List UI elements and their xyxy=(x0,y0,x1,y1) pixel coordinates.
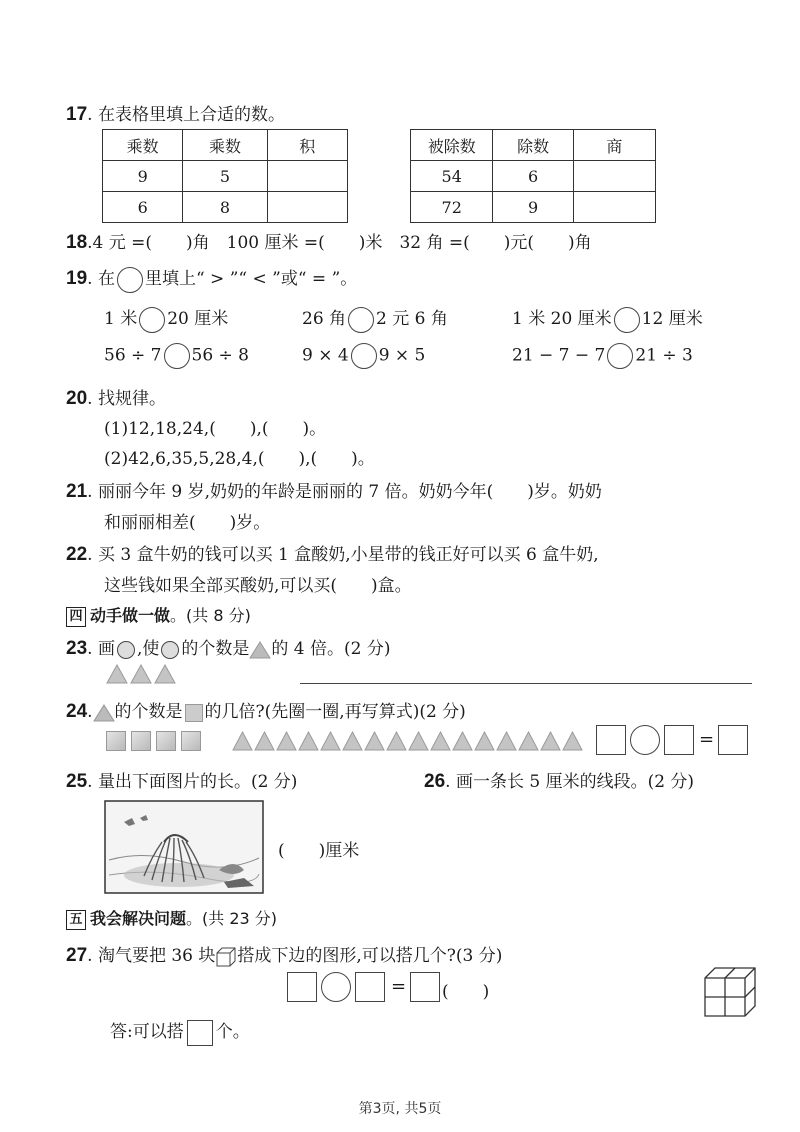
page-footer: 第3页, 共5页 xyxy=(358,1101,442,1117)
q22-line-2: 这些钱如果全部买酸奶,可以买( )盒。 xyxy=(104,576,412,596)
table-header: 除数 xyxy=(493,130,573,161)
table-header: 乘数 xyxy=(103,130,183,161)
compare-item: 1 米 20 厘米 12 厘米 xyxy=(512,304,703,333)
table-cell: 8 xyxy=(183,192,267,223)
triangle-icon xyxy=(496,731,517,751)
division-table xyxy=(410,129,656,223)
answer-box[interactable] xyxy=(355,972,385,1002)
cube-stack-figure xyxy=(703,966,757,1018)
table-cell: 6 xyxy=(493,161,573,192)
operator-circle[interactable] xyxy=(630,725,660,755)
q26-heading: 26. 画一条长 5 厘米的线段。(2 分) xyxy=(424,771,695,792)
triangle-icon xyxy=(106,664,128,684)
section-four-heading: 四 动手做一做。(共 8 分) xyxy=(66,603,251,627)
pattern-line-1: (1)12,18,24,( ),( )。 xyxy=(104,419,327,439)
length-answer[interactable]: ( )厘米 xyxy=(278,841,360,861)
table-cell: 6 xyxy=(103,192,183,223)
pattern-line-2: (2)42,6,35,5,28,4,( ),( )。 xyxy=(104,449,375,469)
compare-circle[interactable] xyxy=(607,343,633,369)
compare-circle[interactable] xyxy=(139,307,165,333)
cube-icon xyxy=(215,946,237,968)
compare-item: 9 × 4 9 × 5 xyxy=(302,343,425,369)
q22-line-1: 22. 买 3 盒牛奶的钱可以买 1 盒酸奶,小星带的钱正好可以买 6 盒牛奶, xyxy=(66,544,599,565)
q21-line-2: 和丽丽相差( )岁。 xyxy=(104,513,271,533)
operator-circle[interactable] xyxy=(321,972,351,1002)
compare-circle[interactable] xyxy=(164,343,190,369)
table-header: 被除数 xyxy=(411,130,493,161)
table-cell: 9 xyxy=(493,192,573,223)
triangle-icon xyxy=(364,731,385,751)
triangle-icon xyxy=(342,731,363,751)
triangle-icon xyxy=(232,731,253,751)
answer-box[interactable] xyxy=(718,725,748,755)
compare-item: 1 米 20 厘米 xyxy=(104,304,228,333)
table-cell: 72 xyxy=(411,192,493,223)
compare-item: 56 ÷ 7 56 ÷ 8 xyxy=(104,343,249,369)
q20-heading: 20. 找规律。 xyxy=(66,388,166,409)
q23-heading: 23. 画 ,使 的个数是 的 4 倍。(2 分) xyxy=(66,638,391,659)
answer-box[interactable] xyxy=(664,725,694,755)
triangle-icon xyxy=(93,704,115,722)
triangle-icon xyxy=(298,731,319,751)
triangle-icon xyxy=(562,731,583,751)
compare-circle[interactable] xyxy=(614,307,640,333)
circle-icon xyxy=(117,641,135,659)
answer-cell[interactable] xyxy=(267,161,347,192)
table-cell: 5 xyxy=(183,161,267,192)
square-icon xyxy=(156,731,176,751)
answer-cell[interactable] xyxy=(573,161,655,192)
multiplication-table xyxy=(102,129,348,223)
unit-answer[interactable]: ( ) xyxy=(442,982,490,1002)
triangle-icon xyxy=(518,731,539,751)
q17-heading: 17. 在表格里填上合适的数。 xyxy=(66,104,285,125)
q25-heading: 25. 量出下面图片的长。(2 分) xyxy=(66,771,298,792)
triangle-icon xyxy=(276,731,297,751)
triangle-icon xyxy=(430,731,451,751)
table-header: 乘数 xyxy=(183,130,267,161)
triangle-icon xyxy=(254,731,275,751)
section-five-heading: 五 我会解决问题。(共 23 分) xyxy=(66,906,277,930)
triangle-icon xyxy=(154,664,176,684)
compare-circle[interactable] xyxy=(348,307,374,333)
square-icon xyxy=(181,731,201,751)
square-icon xyxy=(106,731,126,751)
triangle-icon xyxy=(130,664,152,684)
compare-item: 26 角 2 元 6 角 xyxy=(302,304,448,333)
q27-heading: 27. 淘气要把 36 块 搭成下边的图形,可以搭几个?(3 分) xyxy=(66,945,503,966)
square-icon xyxy=(185,704,203,722)
triangle-icon xyxy=(540,731,561,751)
table-cell: 54 xyxy=(411,161,493,192)
square-icon xyxy=(131,731,151,751)
triangle-icon xyxy=(386,731,407,751)
equals-sign: = xyxy=(391,976,407,997)
table-header: 积 xyxy=(267,130,347,161)
q24-heading: 24. 的个数是 的几倍?(先圈一圈,再写算式)(2 分) xyxy=(66,701,466,722)
triangle-icon xyxy=(408,731,429,751)
answer-box[interactable] xyxy=(410,972,440,1002)
q21-line-1: 21. 丽丽今年 9 岁,奶奶的年龄是丽丽的 7 倍。奶奶今年( )岁。奶奶 xyxy=(66,481,602,502)
q27-answer-line: 答:可以搭 个。 xyxy=(110,1017,250,1046)
answer-box[interactable] xyxy=(596,725,626,755)
answer-box[interactable] xyxy=(287,972,317,1002)
circle-icon xyxy=(161,641,179,659)
willow-picture xyxy=(104,800,264,894)
table-header: 商 xyxy=(573,130,655,161)
compare-circle[interactable] xyxy=(351,343,377,369)
answer-cell[interactable] xyxy=(573,192,655,223)
section-badge: 四 xyxy=(66,607,86,627)
section-badge: 五 xyxy=(66,910,86,930)
equals-sign: = xyxy=(699,729,715,750)
answer-box[interactable] xyxy=(187,1020,213,1046)
drawing-line[interactable] xyxy=(300,683,752,684)
answer-cell[interactable] xyxy=(267,192,347,223)
triangle-icon xyxy=(474,731,495,751)
q18-line: 18.4 元 =( )角 100 厘米 =( )米 32 角 =( )元( )角 xyxy=(66,232,592,253)
q19-heading: 19. 在 里填上“ > ”“ < ”或“ = ”。 xyxy=(66,264,357,293)
table-cell: 9 xyxy=(103,161,183,192)
triangle-icon xyxy=(320,731,341,751)
triangle-icon xyxy=(452,731,473,751)
triangle-icon xyxy=(249,641,271,659)
compare-item: 21 − 7 − 7 21 ÷ 3 xyxy=(512,343,693,369)
circle-icon xyxy=(117,267,143,293)
